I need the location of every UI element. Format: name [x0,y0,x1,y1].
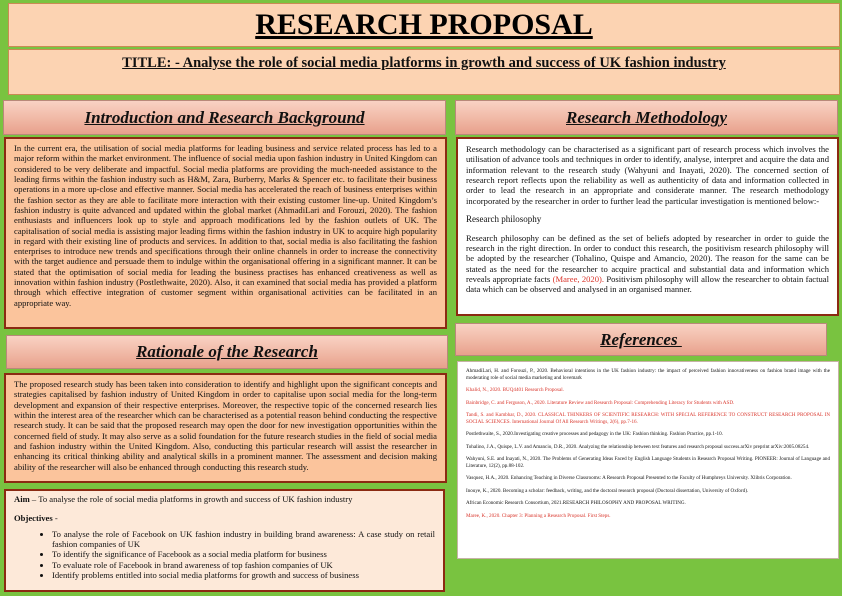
reference-item: Wahyuni, S.E. and Inayati, N., 2020. The Problems of Generating Ideas Faced by English Language Students in Research Proposal Writing. PIONEER: Journal of Language and Literature, 12(2), pp.88-102. [466,456,830,469]
objectives-list [14,529,435,581]
philosophy-text [466,233,829,295]
objectives-suffix: - [52,513,58,524]
philosophy-subheading: Research philosophy [466,213,542,224]
reference-item: Inouye, K., 2020. Becoming a scholar: feedback, writing, and the doctoral research proposal (Doctoral dissertation, University of Oxford). [466,487,749,494]
objective-item: • To identify the significance of Facebook as a social media platform for business [52,549,435,559]
philosophy-citation: (Maree, 2020). [552,273,605,284]
subtitle-banner [8,49,840,95]
methodology-intro: Research methodology can be characterised as a significant part of research process which involves the utilisation of advance tools and techniques in order to identify, analyse, interpret and acquire the data and information relevant to the research study (Wahyuni and Inayati, 2020). The concerned section of research report reflects upon the reliability as well as authenticity of data and information collected in order to lead the research in an appropriate and considerate manner. The research methodology incorporated by the researcher in order to further lead the particular investigation is mentioned below:- [466,144,829,206]
reference-item: Khalid, N., 2020. BUQ4401 Research Proposal. [466,387,564,394]
philosophy-text-a: Research philosophy can be defined as the set of beliefs adopted by researcher in order to guide the research in the right direction. In order to conduct this research, the positivism research philosophy will be adopted by the researcher (Tohalino, Quispe and Amancio, 2020). The reason for the same can be stated as the need for the researcher to acquire practical and substantial data and information which reveals appropriate facts [466,232,829,284]
references-heading: References [600,329,682,349]
reference-item: Maree, K., 2020. Chapter 3: Planning a Research Proposal. First Steps. [466,512,611,519]
objective-item: • To analyse the role of Facebook on UK fashion industry in building brand awareness: A case study on retail fashion companies of UK [52,529,435,550]
objectives-line [14,513,435,523]
title-banner [8,3,840,47]
aim-text: – To analyse the role of social media platforms in growth and success of UK fashion industry [29,494,353,504]
objective-item: • Identify problems entitled into social media platforms for growth and success of business [52,570,435,580]
methodology-heading: Research Methodology [565,107,728,127]
page-title: RESEARCH PROPOSAL [255,8,593,41]
philosophy-text-b: Positivism philosophy will allow the researcher to obtain factual data which can be observed and analysed in an organised manner. [466,273,829,295]
reference-item: Bainbridge, C. and Ferguson, A., 2020. Literature Review and Research Proposal: Comprehending Literacy for Students with ASD. [466,399,735,406]
references-body [457,361,839,559]
objectives-label: Objectives [14,513,53,524]
aim-label: Aim [14,494,30,504]
reference-item: AhmadiLari, H. and Forouzi, P., 2020. Behavioral intentions in the UK fashion industry: the impact of perceived fashion innovativeness on fashion brand image with the moderating role of social media marketing and lovemark [466,368,830,381]
proposal-title: TITLE: - Analyse the role of social media platforms in growth and success of UK fashion industry [122,55,726,71]
intro-heading: Introduction and Research Background [84,107,365,127]
rationale-body [4,373,447,483]
reference-item: Vasquez, H.A., 2020. Enhancing Teaching in Diverse Classrooms: A Research Proposal Presented to the Faculty of Humphreys University. Xlibris Corporation. [466,475,792,482]
reference-item: Tohalino, J.A., Quispe, L.V. and Amancio, D.R., 2020. Analyzing the relationship between text features and research proposal success.arXiv preprint arXiv:2005.08254. [466,443,810,450]
objective-item: • To evaluate role of Facebook in brand awareness of top fashion companies of UK [52,560,435,570]
reference-item: Tandi, S. and Kambhar, D., 2020. CLASSICAL THINKERS OF SCIENTIFIC RESEARCH: WITH SPECIAL REFERENCE TO CONSTRUCT RESEARCH PROPOSAL IN SOCIAL SCIENCES. International Journal Of All Research Writings, 2(6), pp.7-16. [466,412,830,425]
intro-text: In the current era, the utilisation of social media platforms for leading business and service related process has led to a major reform within the market environment. The influence of social media upon fashion industry in United Kingdom can considered to be very deliberate and impactful. Social media platforms are providing the much-needed assistance to the leading firms within the fashion industry such as H&M, Zara, Burberry, Marks & Spencer etc. to facilitate their business operations in a more up-close and effective manner. Social media has accelerated the reach of business enterprises within the fashion sector as they are able to facilitate more interaction with their existing customer line-up. United Kingdom’s fashion industry is quite advanced and updated within the global market (AhmadiLari and Forouzi, 2020). The fashion enthusiasts and influencers look up to style and approach modifications led by the fashion outlets of UK. The capitalisation of social media is assisting major leading firms within the fashion industry in UK to acquire high popularity in regard with their existing line of products and services. In addition to that, social media is also facilitating the fashion enterprises to introduce new trends and specifications through their online channels in order to increase the connectivity with the target audience and persuade them to indulge within the organisational offering in a significant manner. It can be stated that the optimisation of social media for leading the business practises has enhanced creativeness as well as innovation within fashion industry (Postlethwaite, 2020). Also, it can examined that social media has provided a platform through which effective integration of customer segment within organisational activities can be facilitated in an appropriate way. [14,143,437,308]
reference-item: Postlethwaite, S., 2020.Investigating creative processes and pedagogy in the UK: Fashion thinking. Fashion Practice, pp.1-10. [466,431,723,438]
methodology-body [456,137,839,316]
rationale-heading: Rationale of the Research [136,342,318,361]
aim-line [14,494,435,504]
rationale-heading-box [6,335,448,369]
aims-box [4,489,445,592]
reference-item: African Economic Research Consortium, 2021.RESEARCH PHILOSOPHY AND PROPOSAL WRITING. [466,500,686,507]
references-heading-box [455,323,827,356]
methodology-heading-box [455,100,838,135]
rationale-text: The proposed research study has been taken into consideration to identify and highlight upon the significant concepts and strategies capitalised by fashion industry of United Kingdom in order to capitalise upon social media for the long-term development and expansion of their respective enterprises. Moreover, the respective topic of the concerned research lies within the interest area of the researcher which can be characterised as a potential reason behind conducting the respective research study. It can be said that the proposed research may open the door for new investigation opportunities within the concerned field of study. It may also serve as a solid foundation for the future research studies in the field of social media and fashion industry within the United Kingdom. Also, conducting this particular research will assist the researcher in enhancing its critical thinking ability and analytical skills in a prominent manner. The assessment and decision making ability of the researcher will also be enhanced through conducting this research study. [14,379,437,472]
intro-body [4,137,447,329]
intro-heading-box [3,100,446,135]
